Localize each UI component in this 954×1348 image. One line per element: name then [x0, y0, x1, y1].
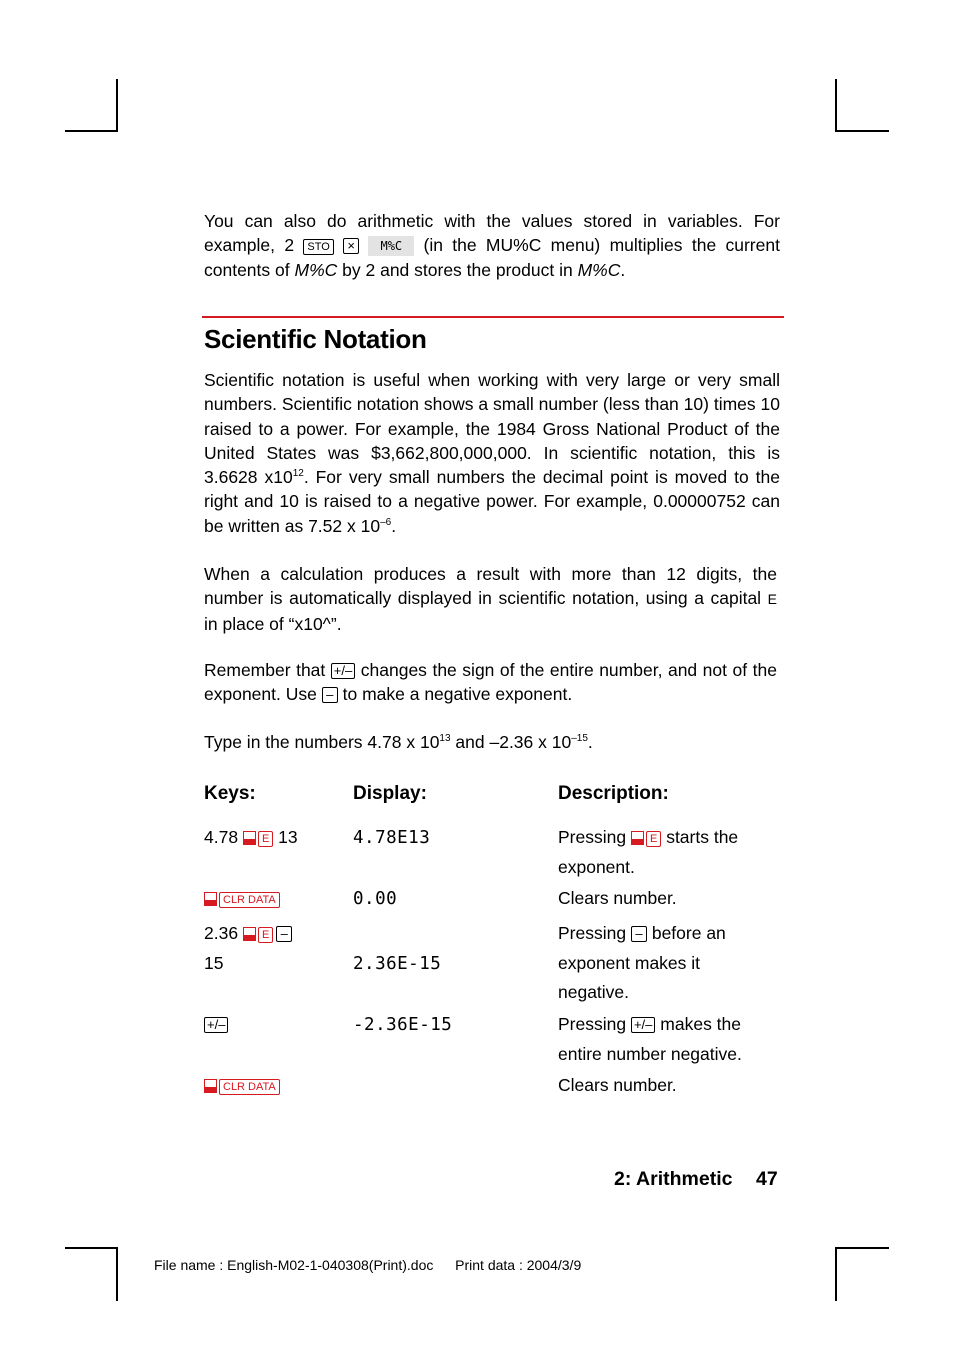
row2-description: Clears number.	[558, 888, 677, 908]
shift-icon	[204, 892, 217, 906]
e-key: E	[258, 831, 273, 847]
crop-mark-top-right-v	[835, 79, 837, 132]
paragraph-1: Scientific notation is useful when working with very large or very small numbers. Scientific notation shows a small number (less than 10) times 10 raised to a power. For example, the 1984 Gross National Product of the United States was $3,662,800,000,000. In scientific notation, this is 3.6628 $x10^{12}$. For very small numbers the decimal point is moved to the right and 10 is raised to a negative power. For example, 0.00000752 can be written as 7.52 x $10^{-6}$.	[204, 370, 780, 536]
row3-display: 2.36E-15	[353, 954, 442, 974]
page-number: 47	[756, 1168, 778, 1190]
row1-keys: 4.78 E 13	[204, 827, 298, 847]
file-info: File name : English-M02-1-040308(Print).doc Print data : 2004/3/9	[154, 1257, 582, 1273]
intro-paragraph: You can also do arithmetic with the values stored in variables. For example, 2 STO × M%C (in the MU%C menu) multiplies the current contents of M%C by 2 and stores the product in M%C.	[204, 211, 780, 280]
paragraph-2: When a calculation produces a result with more than 12 digits, the number is automatically displayed in scientific notation, using a capital E in place of “x10^”.	[204, 564, 777, 634]
section-title: Scientific Notation	[204, 324, 427, 354]
header-display: Display:	[353, 783, 427, 804]
minus-key: –	[631, 926, 647, 942]
row2-display: 0.00	[353, 889, 398, 909]
crop-mark-top-left-v	[116, 79, 118, 132]
row5-keys	[204, 1071, 280, 1101]
paragraph-4: Type in the numbers 4.78 x $10^{13}$ and –2.36 x $10^{-15}$.	[204, 732, 593, 752]
clr-data-key: CLR DATA	[219, 1079, 280, 1095]
minus-key: –	[322, 687, 338, 703]
shift-icon	[243, 831, 256, 845]
row3-description: Pressing – before an exponent makes it negative.	[558, 923, 726, 1002]
e-key: E	[258, 927, 273, 943]
sto-key: STO	[303, 239, 333, 255]
row4-keys	[204, 1010, 228, 1040]
crop-mark-bottom-left-h	[65, 1247, 118, 1249]
change-sign-key: +/–	[631, 1017, 655, 1033]
chapter-label: 2: Arithmetic	[614, 1168, 733, 1190]
clr-data-key: CLR DATA	[219, 892, 280, 908]
crop-mark-bottom-right-h	[835, 1247, 889, 1249]
crop-mark-top-left-h	[65, 130, 118, 132]
change-sign-key: +/–	[204, 1017, 228, 1033]
header-keys: Keys:	[204, 783, 256, 804]
row4-description: Pressing +/– makes the entire number negative.	[558, 1014, 742, 1064]
header-description: Description:	[558, 783, 669, 804]
shift-icon	[631, 831, 644, 845]
row3-keys: 2.36 E – 15	[204, 919, 292, 978]
multiply-key: ×	[343, 238, 359, 254]
row4-display: -2.36E-15	[353, 1015, 453, 1035]
menu-key-mpc: M%C	[368, 236, 414, 256]
minus-key: –	[276, 926, 292, 942]
shift-icon	[243, 927, 256, 941]
crop-mark-top-right-h	[835, 130, 889, 132]
paragraph-3: Remember that +/– changes the sign of the entire number, and not of the exponent. Use – to make a negative exponent.	[204, 660, 777, 705]
crop-mark-bottom-right-v	[835, 1247, 837, 1301]
row5-description: Clears number.	[558, 1075, 677, 1095]
crop-mark-bottom-left-v	[116, 1247, 118, 1301]
row2-keys	[204, 884, 280, 914]
change-sign-key: +/–	[331, 663, 355, 679]
row1-description: Pressing E starts the exponent.	[558, 827, 739, 877]
shift-icon	[204, 1079, 217, 1093]
section-divider	[202, 316, 784, 318]
row1-display: 4.78E13	[353, 828, 431, 848]
e-key: E	[646, 831, 661, 847]
